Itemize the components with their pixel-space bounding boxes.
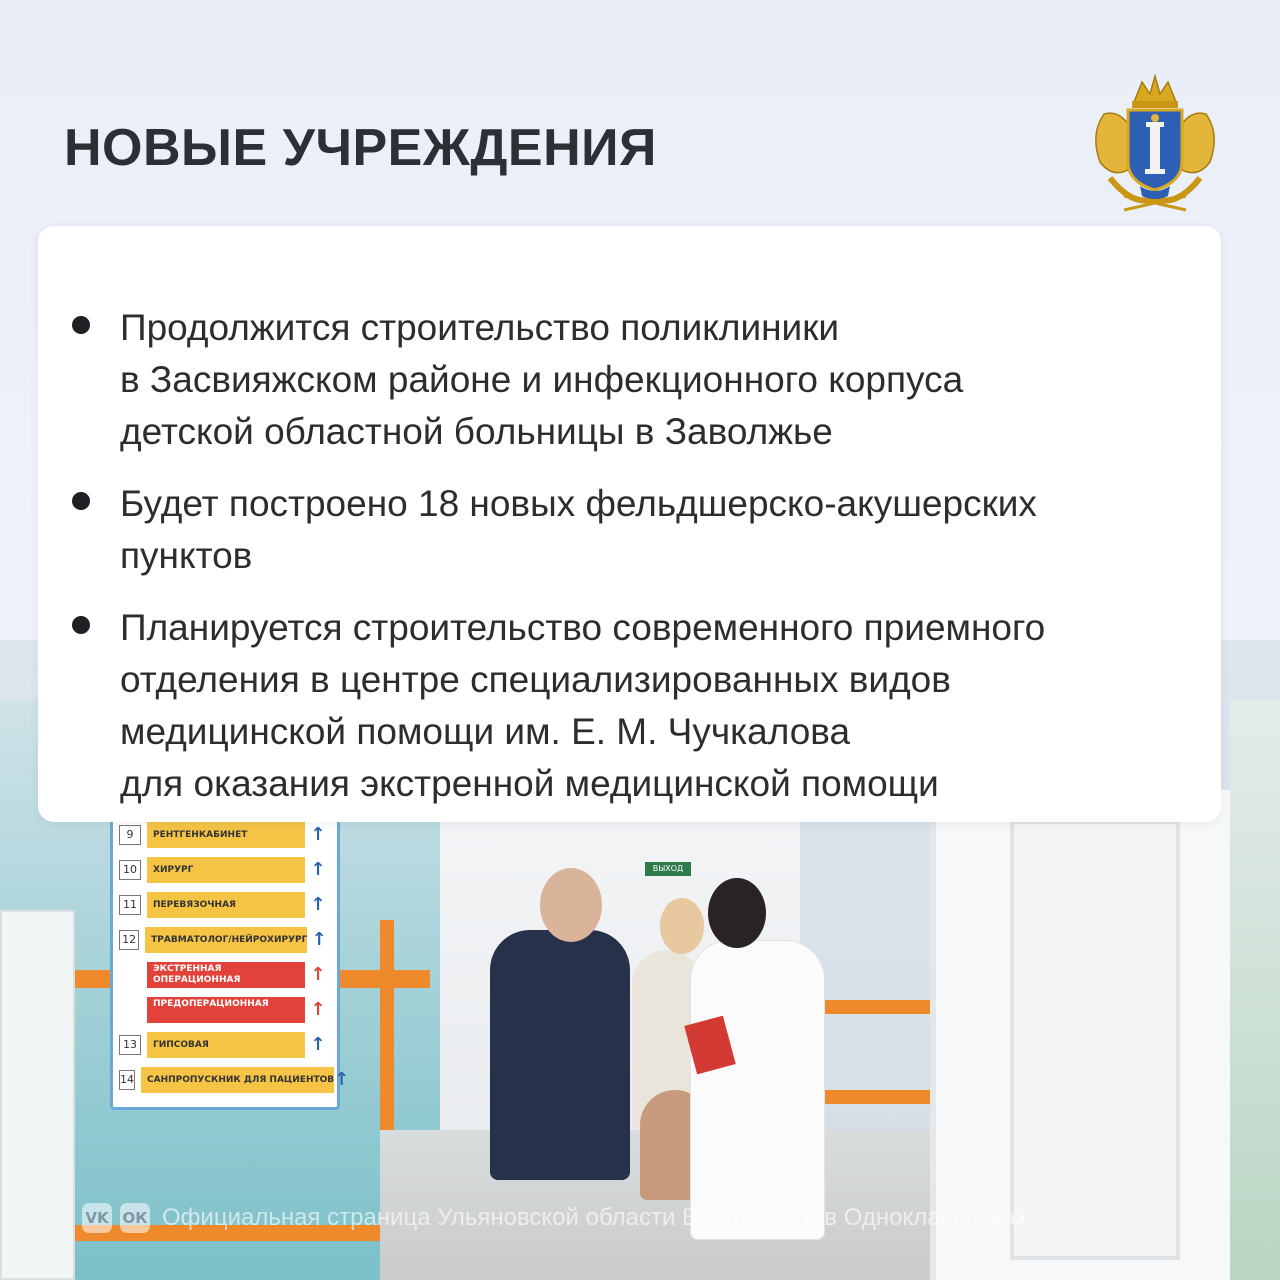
- signboard-row: [119, 959, 331, 990]
- arrow-up-icon: ↑: [310, 999, 326, 1020]
- signboard-row: [119, 994, 331, 1025]
- signboard-room-number: 9: [119, 825, 141, 845]
- department-signboard: [110, 810, 350, 1110]
- person-suit: [490, 930, 630, 1180]
- bullet-text: Будет построено 18 новых фельдшерско-акушерских пунктов: [120, 483, 1037, 576]
- signboard-label: ПРЕДОПЕРАЦИОННАЯ: [147, 997, 305, 1023]
- signboard-label: ЭКСТРЕННАЯ ОПЕРАЦИОННАЯ: [147, 962, 305, 988]
- arrow-up-icon: ↑: [310, 894, 326, 915]
- arrow-up-icon: ↑: [310, 1034, 326, 1055]
- signboard-row: [119, 924, 331, 955]
- signboard-label: ХИРУРГ: [147, 857, 305, 883]
- bullet-dot-icon: [72, 616, 90, 634]
- signboard-label: ПЕРЕВЯЗОЧНАЯ: [147, 892, 305, 918]
- photo-locker: [0, 910, 75, 1280]
- signboard-row: [119, 1064, 350, 1095]
- coat-of-arms-icon: [1084, 74, 1226, 216]
- signboard-label: РЕНТГЕНКАБИНЕТ: [147, 822, 305, 848]
- signboard-row: [119, 889, 331, 920]
- signboard-row: [119, 854, 331, 885]
- page-title: НОВЫЕ УЧРЕЖДЕНИЯ: [64, 119, 657, 177]
- bullet-text: Продолжится строительство поликлиники в Засвияжском районе и инфекционного корпуса детской областной больницы в Заволжье: [120, 307, 964, 452]
- signboard-label: ТРАВМАТОЛОГ/НЕЙРОХИРУРГ: [145, 927, 307, 953]
- signboard-label: САНПРОПУСКНИК ДЛЯ ПАЦИЕНТОВ: [141, 1067, 334, 1093]
- arrow-up-icon: ↑: [310, 824, 326, 845]
- signboard-label: ГИПСОВАЯ: [147, 1032, 305, 1058]
- photo-right-wall: [1230, 700, 1280, 1280]
- exit-sign: ВЫХОД: [645, 862, 691, 876]
- signboard-room-number: 11: [119, 895, 141, 915]
- signboard-room-number: 13: [119, 1035, 141, 1055]
- photo-door-glass: [1010, 820, 1180, 1260]
- footer-text: Официальная страница Ульяновской области ВКонтакте и в Одноклассниках: [162, 1204, 1028, 1231]
- signboard-room-number: 10: [119, 860, 141, 880]
- bullet-dot-icon: [72, 492, 90, 510]
- person-head: [708, 878, 766, 948]
- arrow-up-icon: ↑: [311, 929, 327, 950]
- bullet-dot-icon: [72, 316, 90, 334]
- signboard-row: [119, 819, 331, 850]
- signboard-row: [119, 1029, 331, 1060]
- arrow-up-icon: ↑: [334, 1069, 350, 1090]
- person-head: [540, 868, 602, 942]
- odnoklassniki-icon[interactable]: ОК: [120, 1203, 150, 1233]
- signboard-room-number: 14: [119, 1070, 135, 1090]
- person-white-coat: [690, 940, 825, 1240]
- arrow-up-icon: ↑: [310, 964, 326, 985]
- vk-icon[interactable]: VK: [82, 1203, 112, 1233]
- arrow-up-icon: ↑: [310, 859, 326, 880]
- person-head: [660, 898, 704, 954]
- footer-watermark: [82, 1198, 1028, 1238]
- signboard-room-number: 12: [119, 930, 139, 950]
- bullet-text: Планируется строительство современного приемного отделения в центре специализированных видов медицинской помощи им. Е. М. Чучкалова для оказания экстренной медицинской помощи: [120, 607, 1046, 804]
- info-card: [38, 226, 1221, 822]
